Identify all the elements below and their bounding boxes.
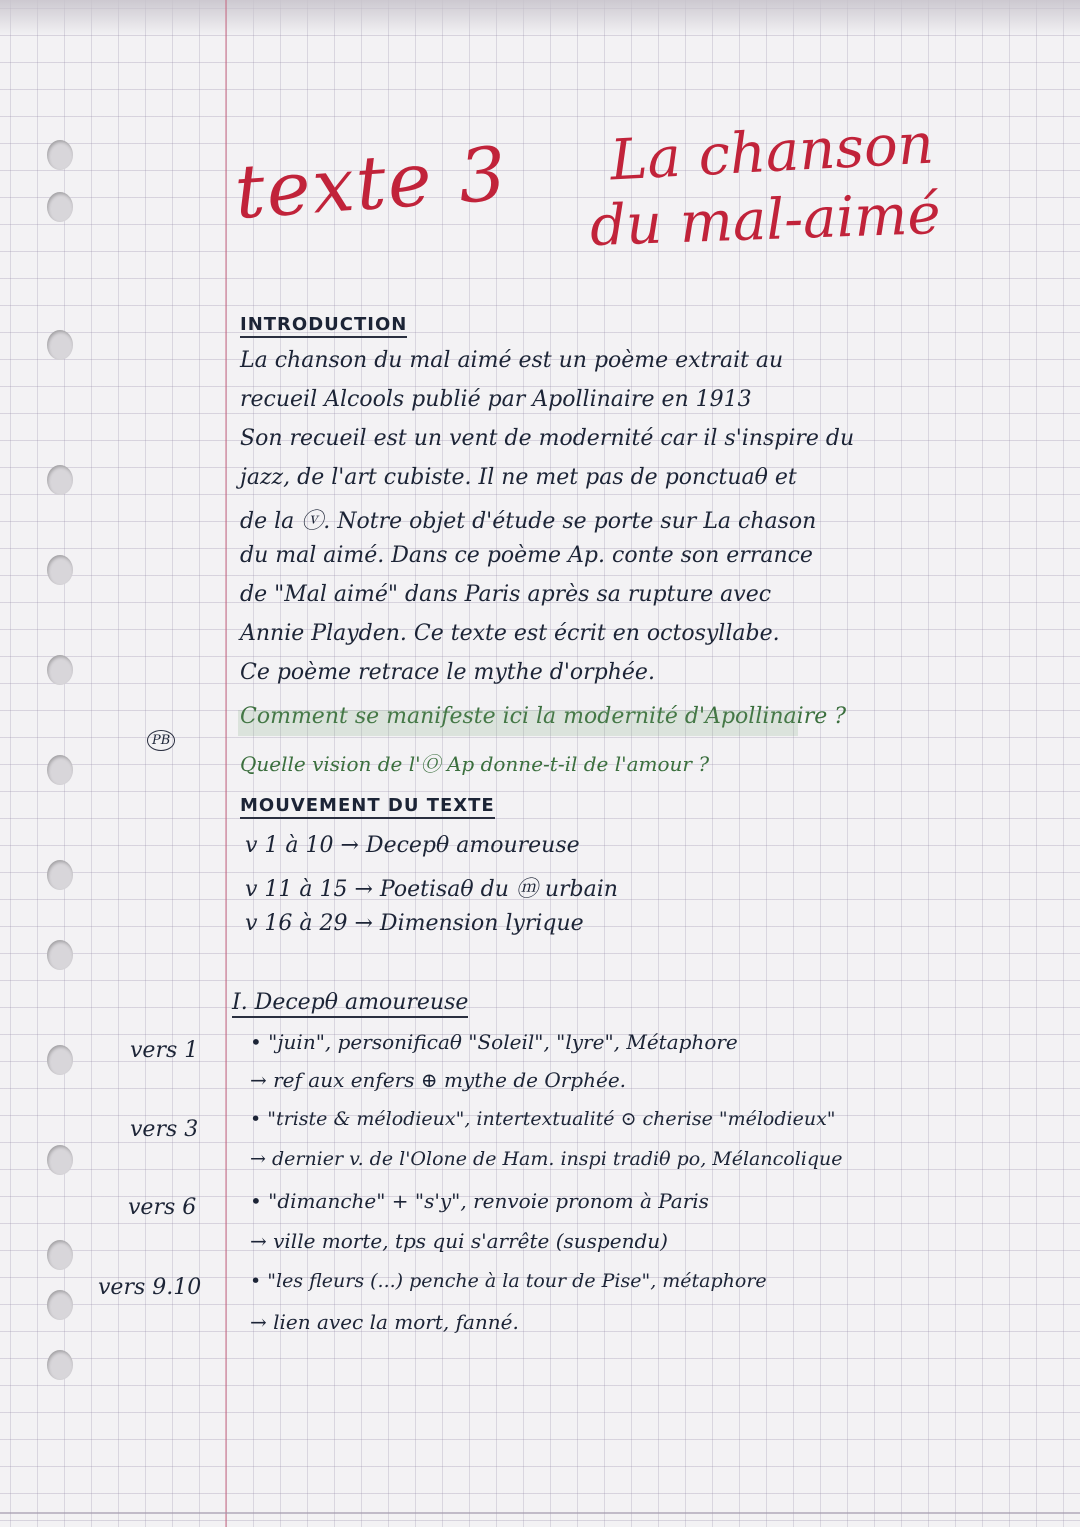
problematique-marker: PB xyxy=(147,730,175,751)
binder-hole xyxy=(47,1145,73,1175)
movement-item: v 11 à 15 → Poetisaθ du ⓜ urbain xyxy=(245,877,618,902)
highlight xyxy=(238,710,798,736)
intro-line: Ce poème retrace le mythe d'orphée. xyxy=(240,660,655,685)
binder-hole xyxy=(47,330,73,360)
analysis-line: → ville morte, tps qui s'arrête (suspendu) xyxy=(250,1229,668,1253)
analysis-line: → ref aux enfers ⊕ mythe de Orphée. xyxy=(250,1068,627,1092)
title-chanson: La chanson xyxy=(608,111,936,194)
intro-line: du mal aimé. Dans ce poème Ap. conte son errance xyxy=(240,543,813,568)
intro-line: de "Mal aimé" dans Paris après sa rupture avec xyxy=(240,582,772,607)
binder-hole xyxy=(47,940,73,970)
binder-hole xyxy=(47,465,73,495)
intro-line: jazz, de l'art cubiste. Il ne met pas de ponctuaθ et xyxy=(240,465,797,490)
intro-line: La chanson du mal aimé est un poème extrait au xyxy=(240,348,784,373)
intro-line: Son recueil est un vent de modernité car il s'inspire du xyxy=(240,426,855,451)
movement-item: v 16 à 29 → Dimension lyrique xyxy=(245,911,584,936)
analysis-line: • "dimanche" + "s'y", renvoie pronom à Paris xyxy=(250,1189,709,1213)
intro-line: recueil Alcools publié par Apollinaire en 1913 xyxy=(240,387,752,412)
binder-hole xyxy=(47,755,73,785)
binder-hole xyxy=(47,555,73,585)
title-mal-aime: du mal-aimé xyxy=(588,181,942,260)
binder-hole xyxy=(47,1290,73,1320)
binder-hole xyxy=(47,655,73,685)
movement-heading: MOUVEMENT DU TEXTE xyxy=(240,795,495,816)
analysis-line: → lien avec la mort, fanné. xyxy=(250,1310,519,1334)
binder-hole xyxy=(47,1350,73,1380)
title-texte: texte 3 xyxy=(232,131,511,236)
intro-line: Annie Playden. Ce texte est écrit en octosyllabe. xyxy=(240,621,780,646)
intro-line: de la ⓥ. Notre objet d'étude se porte sur La chason xyxy=(240,509,817,534)
analysis-line: • "les fleurs (...) penche à la tour de Pise", métaphore xyxy=(250,1270,767,1292)
margin-vers-9-10: vers 9.10 xyxy=(98,1275,202,1300)
margin-line xyxy=(225,0,227,1527)
analysis-line: • "juin", personificaθ "Soleil", "lyre", Métaphore xyxy=(250,1030,738,1054)
margin-vers-1: vers 1 xyxy=(130,1038,199,1063)
analysis-line: → dernier v. de l'Olone de Ham. inspi tradiθ po, Mélancolique xyxy=(250,1148,843,1170)
binder-hole xyxy=(47,860,73,890)
analysis-line: • "triste & mélodieux", intertextualité ⊙ cherise "mélodieux" xyxy=(250,1108,836,1130)
binder-hole xyxy=(47,1240,73,1270)
binder-hole xyxy=(47,140,73,170)
intro-heading: INTRODUCTION xyxy=(240,314,407,335)
binder-hole xyxy=(47,192,73,222)
margin-vers-3: vers 3 xyxy=(130,1117,199,1142)
part1-heading: I. Decepθ amoureuse xyxy=(232,990,468,1015)
bottom-rule xyxy=(0,1512,1080,1514)
margin-vers-6: vers 6 xyxy=(128,1195,197,1220)
binder-hole xyxy=(47,1045,73,1075)
problem-question-1: Comment se manifeste ici la modernité d'Apollinaire ? xyxy=(240,704,847,729)
problem-question-2: Quelle vision de l'Ⓞ Ap donne-t-il de l'amour ? xyxy=(240,752,710,776)
movement-item: v 1 à 10 → Decepθ amoureuse xyxy=(245,833,580,858)
